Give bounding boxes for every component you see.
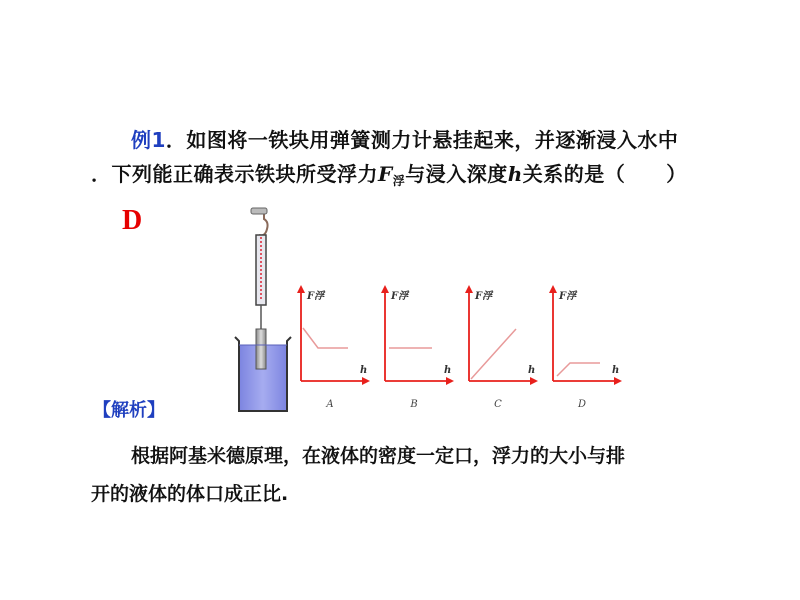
spring-scale <box>251 208 268 330</box>
iron-block <box>256 329 266 369</box>
question-text-2b: 与浸入深度 <box>405 162 508 186</box>
question-label: 例1 <box>131 128 166 152</box>
graph-option-label: B <box>410 399 418 410</box>
question-line-1 <box>131 124 800 153</box>
scale-top <box>251 208 267 214</box>
graph-y-label: F浮 <box>559 291 577 302</box>
graph-x-label: h <box>528 365 536 376</box>
question-line-2 <box>91 158 800 189</box>
graph-x-label: h <box>612 365 620 376</box>
beaker <box>235 329 291 411</box>
graph-option-label: D <box>577 399 587 410</box>
graph-curve <box>557 363 600 376</box>
answer-letter: D <box>122 205 143 236</box>
graph-option-label: A <box>326 399 334 410</box>
graph-curve <box>471 329 516 379</box>
graph-y-label: F浮 <box>475 291 493 302</box>
force-subscript: 浮 <box>392 174 406 188</box>
force-symbol: F <box>378 162 393 186</box>
graph-x-label: h <box>360 365 368 376</box>
depth-symbol: h <box>507 162 523 186</box>
question-text-1: ．如图将一铁块用弹簧测力计悬挂起来，并逐渐浸入水中 <box>165 128 679 152</box>
graph-y-label: F浮 <box>307 291 325 302</box>
question-text-2a: ．下列能正确表示铁块所受浮力 <box>91 162 378 186</box>
graph-y-label: F浮 <box>391 291 409 302</box>
analysis-line-1: 根据阿基米德原理，在液体的密度一定口，浮力的大小与排 <box>131 445 626 467</box>
analysis-label: 【解析】 <box>93 400 165 421</box>
experiment-figure <box>225 205 645 415</box>
graph-x-label: h <box>444 365 452 376</box>
graph-curve <box>303 328 348 348</box>
analysis-line-2: 开的液体的体口成正比. <box>91 483 289 505</box>
graph-option-label: C <box>494 399 502 410</box>
question-text-2c: 关系的是（ ） <box>522 162 687 186</box>
